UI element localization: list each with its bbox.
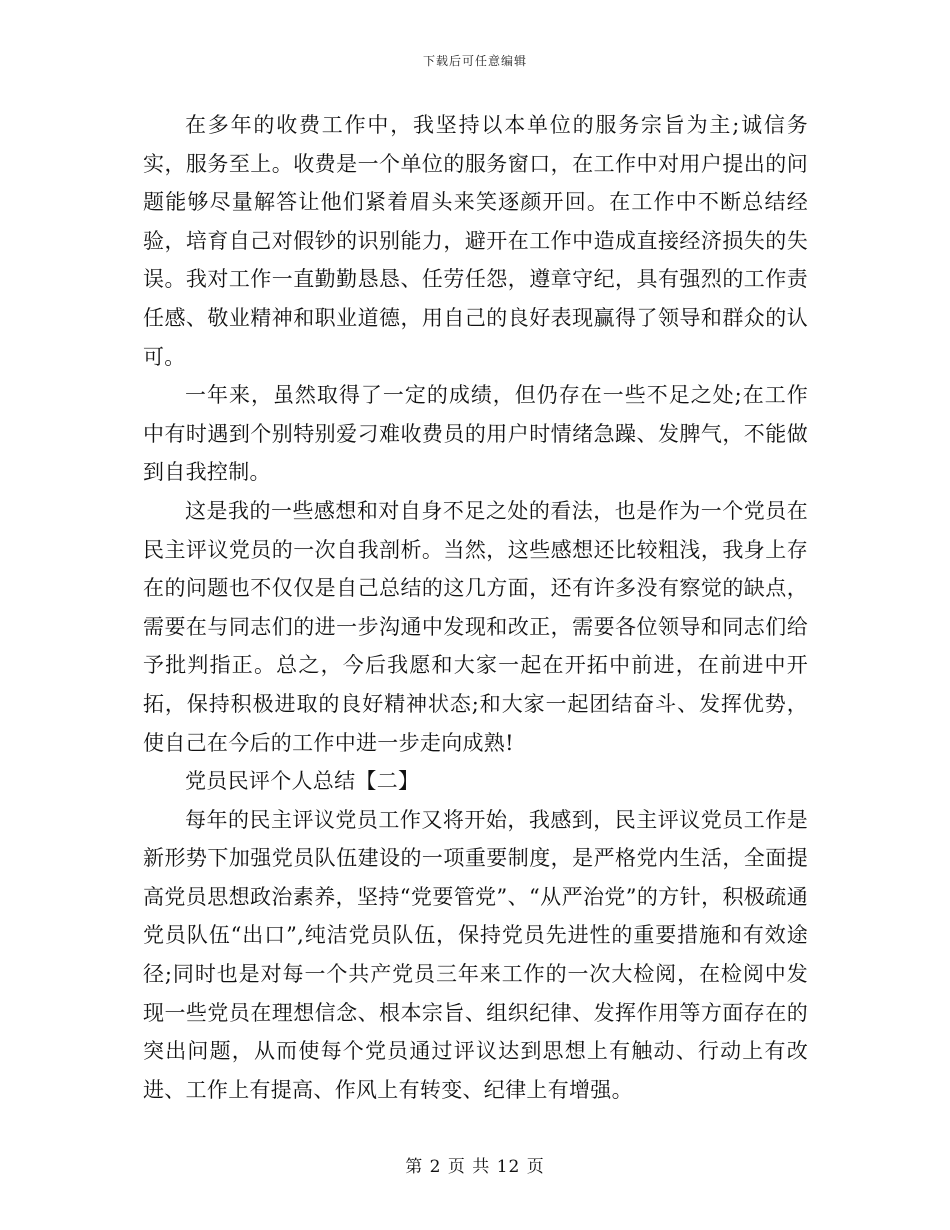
page-header: 下载后可任意编辑 [422,54,527,68]
paragraph-3: 这是我的一些感想和对自身不足之处的看法，也是作为一个党员在民主评议党员的一次自我剖析。当然，这些感想还比较粗浅，我身上存在的问题也不仅仅是自己总结的这几方面，还有许多没有察觉的缺点，需要在与同志们的进一步沟通中发现和改正，需要各位领导和同志们给予批判指正。总之，今后我愿和大家一起在开拓中前进，在前进中开拓，保持积极进取的良好精神状态;和大家一起团结奋斗、发挥优势，使自己在今后的工作中进一步走向成熟! [143,498,808,755]
paragraph-2: 一年来，虽然取得了一定的成绩，但仍存在一些不足之处;在工作中有时遇到个别特别爱刁难收费员的用户时情绪急躁、发脾气，不能做到自我控制。 [143,383,808,485]
page-number-footer: 第 2 页 共 12 页 [405,1157,545,1177]
paragraph-1: 在多年的收费工作中，我坚持以本单位的服务宗旨为主;诚信务实，服务至上。收费是一个单位的服务窗口，在工作中对用户提出的问题能够尽量解答让他们紧着眉头来笑逐颜开回。在工作中不断总结经验，培育自己对假钞的识别能力，避开在工作中造成直接经济损失的失误。我对工作一直勤勤恳恳、任劳任怨，遵章守纪，具有强烈的工作责任感、敬业精神和职业道德，用自己的良好表现赢得了领导和群众的认可。 [143,113,808,369]
section-heading: 党员民评个人总结【二】 [185,769,420,794]
document-body [143,106,808,1109]
paragraph-4: 每年的民主评议党员工作又将开始，我感到，民主评议党员工作是新形势下加强党员队伍建设的一项重要制度，是严格党内生活，全面提高党员思想政治素养，坚持“党要管党”、“从严治党”的方针，积极疏通党员队伍“出口”,纯洁党员队伍，保持党员先进性的重要措施和有效途径;同时也是对每一个共产党员三年来工作的一次大检阅，在检阅中发现一些党员在理想信念、根本宗旨、组织纪律、发挥作用等方面存在的突出问题，从而使每个党员通过评议达到思想上有触动、行动上有改进、工作上有提高、作风上有转变、纪律上有增强。 [143,807,808,1102]
